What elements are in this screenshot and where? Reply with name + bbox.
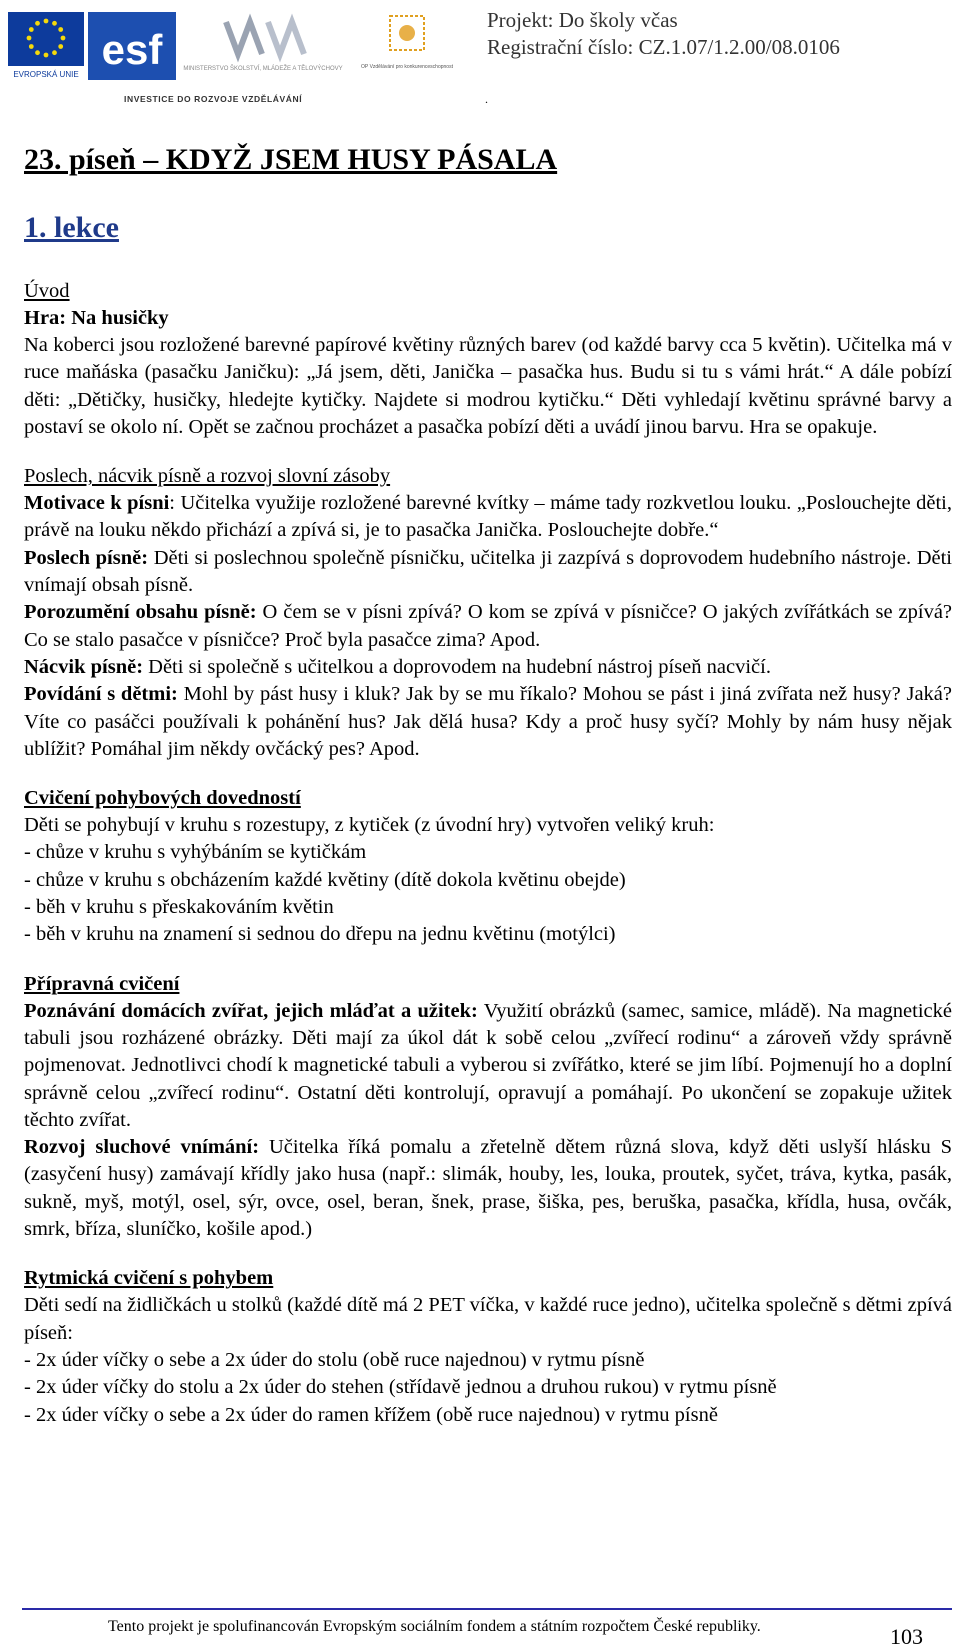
- pripravna-item: Rozvoj sluchové vnímání: Učitelka říká pomalu a zřetelně dětem různá slova, když děti uslyší hlásku S (zasyčení husy) zamávají křídly jako husa (např.: slimák, houby, les, louka, proutek, syčet, tráva, kytka, pasák, sukně, myš, motýl, osel, sýr, ovce, osel, beran, šnek, prase, šiška, pes, beruška, pasačka, křídla, husa, ovčák, smrk, bříza, sluníčko, košile apod.): [24, 1136, 953, 1241]
- cviceni-intro: Děti se pohybují v kruhu s rozestupy, z kytiček (z úvodní hry) vytvořen veliký kruh:: [24, 814, 715, 837]
- poslech-item: Nácvik písně: Děti si společně s učitelkou a doprovodem na hudební nástroj píseň nacvičí.: [24, 655, 771, 678]
- section-cviceni: [24, 785, 952, 948]
- uvod-paragraph: Na koberci jsou rozložené barevné papírové květiny různých barev (od každé barvy cca 5 květin). Učitelka má v ruce maňáska (pasačku Janičku): „Já jsem, děti, Janička – pasačka hus. Budu si tu s vámi hrát.“ A dále pobízí děti: „Dětičky, husičky, hledejte kytičky. Najdete si modrou kytičku.“ Děti vyhledají květinu správné barvy a postaví se okolo ní. Opět se začnou procházet a pasačka pobízí děti a uvádí jinou barvu. Hra se opakuje.: [24, 334, 952, 438]
- investice-slogan: INVESTICE DO ROZVOJE VZDĚLÁVÁNÍ: [124, 94, 303, 104]
- page-number: 103: [890, 1624, 923, 1649]
- list-item: - běh v kruhu na znamení si sednou do dřepu na jednu květinu (motýlci): [24, 923, 616, 946]
- list-item: - 2x úder víčky o sebe a 2x úder do ramen křížem (obě ruce najednou) v rytmu písně: [24, 1403, 718, 1426]
- poslech-item: Motivace k písni: Učitelka využije rozložené barevné kvítky – máme tady rozkvetlou louku. „Poslouchejte děti, právě na louku někdo přichází a zpívá si, je to pasačka Janička. Poslouchejte dobře.“: [24, 492, 952, 542]
- list-item: - 2x úder víčky do stolu a 2x úder do stehen (střídavě jednou a druhou rukou) v rytmu písně: [24, 1376, 777, 1399]
- list-item: - chůze v kruhu s vyhýbáním se kytičkám: [24, 841, 367, 864]
- section-heading-poslech: Poslech, nácvik písně a rozvoj slovní zásoby: [24, 465, 391, 488]
- section-pripravna: [24, 971, 952, 1244]
- footer-funding-note: Tento projekt je spolufinancován Evropským sociálním fondem a státním rozpočtem České republiky.: [108, 1618, 761, 1635]
- cviceni-list: [24, 839, 952, 948]
- esf-label: esf: [101, 26, 163, 73]
- section-heading-rytmicka: Rytmická cvičení s pohybem: [24, 1267, 274, 1290]
- header-dot: .: [485, 92, 488, 106]
- lesson-heading: 1. lekce: [24, 211, 119, 244]
- footer-divider: [22, 1608, 952, 1610]
- game-title: Hra: Na husičky: [24, 307, 169, 329]
- document-body: [24, 140, 952, 1429]
- project-name: Projekt: Do školy včas: [487, 8, 678, 32]
- msmt-text: MINISTERSTVO ŠKOLSTVÍ, MLÁDEŽE A TĚLOVÝCHOVY: [183, 66, 343, 72]
- list-item: - běh v kruhu s přeskakováním květin: [24, 896, 334, 919]
- msmt-logo: [183, 12, 343, 94]
- rytmicka-intro: Děti sedí na židličkách u stolků (každé dítě má 2 PET víčka, v každé ruce jedno), učitelka společně s dětmi zpívá píseň:: [24, 1294, 952, 1344]
- page-header: [0, 0, 960, 110]
- section-heading-cviceni: Cvičení pohybových dovedností: [24, 787, 301, 810]
- song-title: 23. píseň – KDYŽ JSEM HUSY PÁSALA: [24, 143, 558, 176]
- section-rytmicka: [24, 1265, 952, 1428]
- registration-number: Registrační číslo: CZ.1.07/1.2.00/08.0106: [487, 35, 840, 59]
- pripravna-item: Poznávání domácích zvířat, jejich mláďat a užitek: Využití obrázků (samec, samice, mládě). Na magnetické tabuli jsou rozházené obrázky. Děti mají za úkol dát k sobě celou „zvířecí rodinu“ a zároveň vždy správně pojmenovat. Jednotlivci chodí k magnetické tabuli a vyberou si zvířátko, které se jim líbí. Pojmenují ho a doplní správně celou „zvířecí rodinu“. Ostatní děti kontrolují, opravují a pomáhají. Po ukončení se zopakuje užitek těchto zvířat.: [24, 999, 952, 1131]
- poslech-item: Porozumění obsahu písně: O čem se v písni zpívá? O kom se zpívá v písničce? O jakých zvířátkách se zpívá? Co se stalo pasačce v písničce? Proč byla pasačce zima? Apod.: [24, 601, 953, 651]
- section-poslech: [24, 463, 952, 763]
- poslech-item: Poslech písně: Děti si poslechnou společně písničku, učitelka ji zazpívá s doprovodem hudebního nástroje. Děti vnímají obsah písně.: [24, 546, 952, 597]
- rytmicka-list: [24, 1347, 952, 1429]
- eu-label: EVROPSKÁ UNIE: [13, 70, 79, 79]
- esf-logo: [88, 12, 176, 80]
- section-heading-pripravna: Přípravná cvičení: [24, 972, 180, 995]
- section-uvod: [24, 278, 952, 441]
- op-text: OP Vzdělávání pro konkurenceschopnost: [361, 64, 453, 70]
- section-heading-uvod: Úvod: [24, 280, 70, 302]
- project-info: [487, 7, 840, 61]
- list-item: - chůze v kruhu s obcházením každé květiny (dítě dokola květinu obejde): [24, 868, 626, 891]
- list-item: - 2x úder víčky o sebe a 2x úder do stolu (obě ruce najednou) v rytmu písně: [24, 1348, 645, 1371]
- op-vk-logo: [361, 12, 453, 94]
- poslech-item: Povídání s dětmi: Mohl by pást husy i kluk? Jak by se mu říkalo? Mohou se pást i jiná zvířata než husy? Jaká? Víte co pasáčci používali k pohánění hus? Jak dělá husa? Kdy a proč husy syčí? Mohly by nám husy nějak ublížit? Pomáhal jim někdy ovčácký pes? Apod.: [24, 683, 952, 760]
- eu-flag-logo: [8, 12, 84, 80]
